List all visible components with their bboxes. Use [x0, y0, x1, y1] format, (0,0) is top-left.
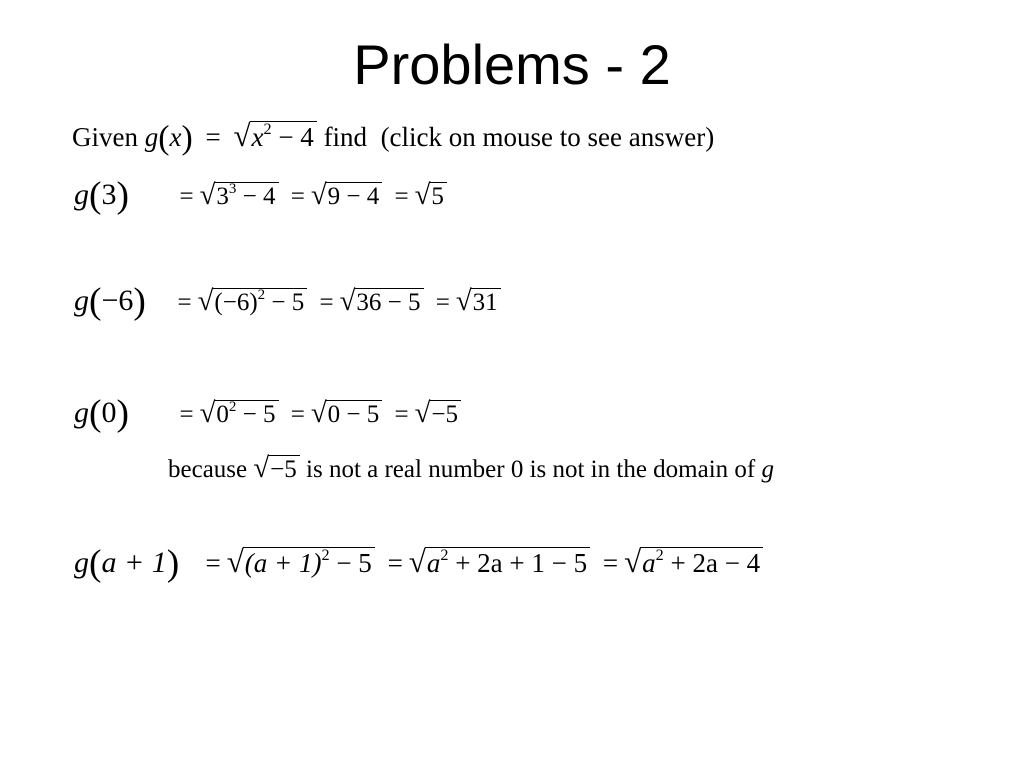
radical-icon: √: [226, 544, 244, 579]
square-root: $√a^2 + 2a - 4$: [624, 544, 763, 580]
radical-icon: √: [197, 285, 214, 317]
radical-icon: √: [310, 179, 327, 211]
problem-row-g-a-plus-1: [74, 542, 763, 585]
find-label: find: [323, 122, 368, 152]
answer-expression[interactable]: = $√3^3 - 4 = √9 - 4 = √5$: [174, 179, 447, 212]
square-root: √0 − 5: [311, 397, 382, 430]
radical-icon: √: [408, 544, 426, 579]
square-root: √9 − 4: [311, 179, 382, 212]
equals-sign: =: [205, 122, 221, 152]
problem-row-g-neg6: [74, 280, 501, 323]
radical-icon: √: [253, 452, 270, 484]
radical-icon: √: [310, 397, 327, 429]
radical-icon: √: [414, 397, 431, 429]
function-name: g: [761, 456, 774, 483]
radical-icon: √: [414, 179, 431, 211]
slide-title: Problems - 2: [353, 33, 671, 96]
square-root: $√x^2 - 4$: [233, 118, 316, 154]
problem-lhs: g(0): [74, 393, 129, 434]
given-statement: [72, 118, 714, 158]
domain-note: because √−5 is not a real number 0 is not in the domain of g: [168, 452, 774, 484]
radical-icon: √: [199, 179, 216, 211]
function-variable: x: [169, 122, 182, 152]
answer-expression[interactable]: = $√0^2 - 5 = √0 - 5 = √-5$: [174, 397, 462, 430]
square-root: √−5: [415, 397, 461, 430]
square-root: $√(-6)^2 - 5$: [198, 285, 308, 318]
problem-lhs: g(3): [74, 175, 129, 216]
square-root: $√a^2 + 2a + 1 - 5$: [409, 544, 590, 580]
square-root: √31: [456, 285, 501, 318]
square-root: $√(a + 1)^2 - 5$: [227, 544, 375, 580]
square-root: $√3^3 - 4$: [200, 179, 279, 212]
function-definition: $g(x) = √x^2 - 4$: [145, 122, 324, 152]
radical-icon: √: [233, 118, 251, 153]
square-root: √5: [415, 179, 447, 212]
radical-icon: √: [624, 544, 642, 579]
hint-text[interactable]: (click on mouse to see answer): [380, 122, 715, 152]
given-label: Given: [72, 122, 138, 152]
square-root: √36 − 5: [340, 285, 424, 318]
function-name: g: [144, 122, 159, 152]
problem-lhs: g(−6): [74, 281, 146, 322]
problem-row-g3: [74, 174, 447, 217]
problem-lhs: g(a + 1): [74, 543, 180, 584]
answer-expression[interactable]: = $√(-6)^2 - 5 = √36 - 5 = √31$: [172, 285, 501, 318]
square-root: √−5: [253, 452, 299, 485]
answer-expression[interactable]: = $√(a + 1)^2 - 5 = √a^2 + 2a + 1 - 5 = √a^2 + 2a - 4$: [200, 544, 764, 580]
radical-icon: √: [339, 285, 356, 317]
radical-icon: √: [455, 285, 472, 317]
square-root: $√0^2 - 5$: [200, 397, 279, 430]
problem-row-g0: [74, 392, 461, 435]
radical-icon: √: [199, 397, 216, 429]
